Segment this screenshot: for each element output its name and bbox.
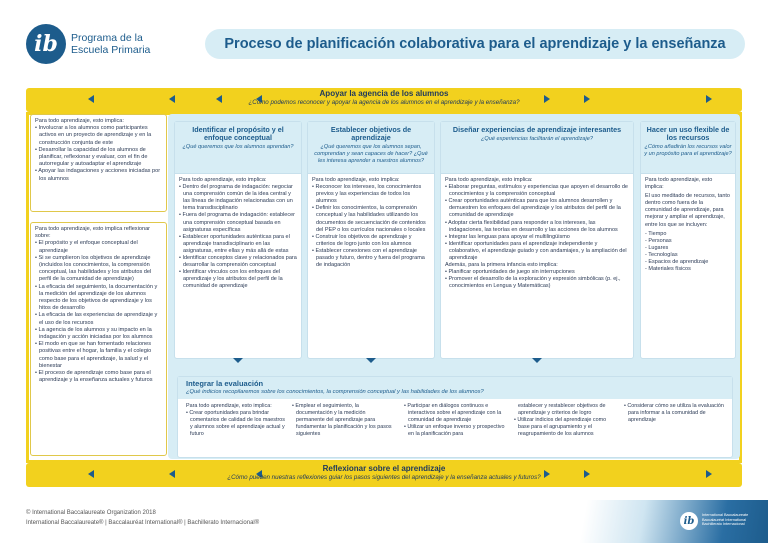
list-item: • Establecer conexiones con el aprendizaje pasado y futuro, dentro y fuera del programa de indagación bbox=[312, 248, 430, 269]
list-item: • Dentro del programa de indagación: negociar una comprensión común de la idea central y las líneas de indagación relacionadas con un tema transdisciplinario bbox=[179, 184, 297, 212]
footer bbox=[26, 508, 259, 528]
chevron-down-icon bbox=[366, 358, 376, 363]
list-item: • Crear oportunidades para brindar comentarios de calidad de los maestros y alumnos sobre el aprendizaje actual y futuro bbox=[186, 410, 286, 438]
band-agency-question: ¿Cómo podemos reconocer y apoyar la agencia de los alumnos en el aprendizaje y la enseñanza? bbox=[248, 99, 520, 106]
column-title: Hacer un uso flexible de los recursos bbox=[646, 125, 730, 142]
list-item: • Adoptar cierta flexibilidad para responder a los intereses, las indagaciones, las teorías en desarrollo y las acciones de los alumnos bbox=[445, 220, 629, 234]
reflection-box: Para todo aprendizaje, esto implica reflexionar sobre: • El propósito y el enfoque conceptual del aprendizaje • Si se cumplieron los objetivos de aprendizaje (incluidos los conocimientos, la comprensión conceptual, las habilidades y los atributos del perfil de la comunidad de aprendizaje) • La eficacia del seguimiento, la documentación y la medición del aprendizaje de los alumnos respecto de los objetivos de aprendizaje y los hitos de desarrollo • La eficacia de las experiencias de aprendizaje y el uso de los recursos • La agencia de los alumnos y su impacto en la indagación y acción iniciadas por los alumnos • El modo en que se han fomentado relaciones positivas entre el hogar, la familia y el colegio como base para el aprendizaje, la salud y el bienestar • El proceso de aprendizaje como base para el aprendizaje y la enseñanza actuales y futuros bbox=[30, 222, 167, 456]
evaluation-title: Integrar la evaluación bbox=[186, 379, 264, 388]
ib-logo-icon: ib bbox=[26, 24, 66, 64]
list-item: • Involucrar a los alumnos como participantes activos en un proyecto de aprendizaje y en la construcción conjunta de este bbox=[35, 125, 162, 147]
list-item: - Personas bbox=[645, 238, 731, 245]
band-reflection bbox=[26, 463, 742, 487]
ib-footer-logo-icon: ib bbox=[680, 512, 698, 530]
list-item: • Identificar oportunidades para el aprendizaje independiente y colaborativo, el aprendizaje guiado y con andamiajes, y la ampliación del aprendizaje bbox=[445, 241, 629, 262]
page-title: Proceso de planificación colaborativa para el aprendizaje y la enseñanza bbox=[205, 29, 745, 59]
list-item: - Materiales físicos bbox=[645, 266, 731, 273]
list-item: - Tecnologías bbox=[645, 252, 731, 259]
list-item: • Reconocer los intereses, los conocimientos previos y las experiencias de todos los alumnos bbox=[312, 184, 430, 205]
list-item: • Desarrollar la capacidad de los alumnos de planificar, reflexionar y evaluar, con el fin de autorregular y autoadaptar el aprendizaje bbox=[35, 147, 162, 169]
band-reflection-question: ¿Cómo pueden nuestras reflexiones guiar los pasos siguientes del aprendizaje y la enseñanza actuales y futuros? bbox=[227, 474, 541, 481]
list-item: • La eficacia de las experiencias de aprendizaje y el uso de los recursos bbox=[35, 312, 162, 326]
list-item: • Emplear el seguimiento, la documentación y la medición permanente del aprendizaje para fundamentar la planificación y los pasos siguientes bbox=[292, 403, 392, 438]
list-item: • Elaborar preguntas, estímulos y experiencias que apoyen el desarrollo de conocimientos y la comprensión conceptual bbox=[445, 184, 629, 198]
list-item: - Tiempo bbox=[645, 231, 731, 238]
column-question: ¿Qué experiencias facilitarán el aprendizaje? bbox=[481, 136, 593, 142]
list-item: • Establecer oportunidades auténticas para el aprendizaje transdisciplinario en las asignaturas, entre ellas y más allá de estas bbox=[179, 234, 297, 255]
list-item: • Identificar vínculos con los enfoques del aprendizaje y los atributos del perfil de la comunidad de aprendizaje bbox=[179, 269, 297, 290]
list-item: - Lugares bbox=[645, 245, 731, 252]
chevron-down-icon bbox=[532, 358, 542, 363]
column-title: Diseñar experiencias de aprendizaje interesantes bbox=[452, 125, 622, 134]
list-item: • Utilizar indicios del aprendizaje como base para el agrupamiento y el reagrupamiento de los alumnos bbox=[514, 417, 618, 438]
column-question: ¿Qué queremos que los alumnos aprendan? bbox=[182, 144, 294, 150]
arrow-right-icon bbox=[706, 95, 712, 103]
band-agency-title: Apoyar la agencia de los alumnos bbox=[319, 89, 449, 98]
arrow-right-icon bbox=[706, 470, 712, 478]
band-agency bbox=[26, 88, 742, 112]
ib-logo bbox=[26, 24, 150, 64]
list-item: • El proceso de aprendizaje como base para el aprendizaje y la enseñanza actuales y futuros bbox=[35, 370, 162, 384]
copyright: © International Baccalaureate Organization 2018 bbox=[26, 510, 156, 516]
column-question: ¿Qué queremos que los alumnos sepan, comprendan y sean capaces de hacer? ¿Qué les interesa aprender a nuestros alumnos? bbox=[314, 144, 428, 164]
agency-box: Para todo aprendizaje, esto implica: • Involucrar a los alumnos como participantes activos en un proyecto de aprendizaje y en la construcción conjunta de este • Desarrollar la capacidad de los alumnos de planificar, reflexionar y evaluar, con el fin de autorregular y autoadaptar el aprendizaje • Apoyar las indagaciones y acciones iniciadas por los alumnos bbox=[30, 114, 167, 212]
list-item: • Construir los objetivos de aprendizaje y criterios de logro junto con los alumnos bbox=[312, 234, 430, 248]
column-objectives: Establecer objetivos de aprendizaje ¿Qué queremos que los alumnos sepan, comprendan y sean capaces de hacer? ¿Qué les interesa aprender a nuestros alumnos? Para todo aprendizaje, esto implica: • Reconocer los intereses, los conocimientos previos y las experiencias de todos los alumnos • Definir los conocimientos, la comprensión conceptual y las habilidades utilizando los documentos de secuenciación de contenidos del PEP o los currículos nacionales o locales • Construir los objetivos de aprendizaje y criterios de logro junto con los alumnos • Establecer conexiones con el aprendizaje pasado y futuro, dentro y fuera del programa de indagación bbox=[307, 121, 435, 359]
list-item: • Crear oportunidades auténticas para que los alumnos desarrollen y demuestren los enfoques del aprendizaje y los atributos del perfil de la comunidad de aprendizaje bbox=[445, 198, 629, 219]
list-item: • La agencia de los alumnos y su impacto en la indagación y acción iniciadas por los alumnos bbox=[35, 327, 162, 341]
arrow-right-icon bbox=[544, 95, 550, 103]
list-item: • Considerar cómo se utiliza la evaluación para informar a la comunidad de aprendizaje bbox=[624, 403, 724, 424]
arrow-right-icon bbox=[584, 470, 590, 478]
evaluation-question: ¿Qué indicios recopilaremos sobre los conocimientos, la comprensión conceptual y las habilidades de los alumnos? bbox=[186, 389, 484, 395]
column-question: ¿Cómo añadirán los recursos valor y un propósito para el aprendizaje? bbox=[644, 144, 732, 157]
band-reflection-title: Reflexionar sobre el aprendizaje bbox=[322, 464, 446, 473]
list-item: • Si se cumplieron los objetivos de aprendizaje (incluidos los conocimientos, la comprensión conceptual, las habilidades y los atributos del perfil de la comunidad de aprendizaje) bbox=[35, 255, 162, 284]
list-item: • Planificar oportunidades de juego sin interrupciones bbox=[445, 269, 629, 276]
column-purpose: Identificar el propósito y el enfoque conceptual ¿Qué queremos que los alumnos aprendan? Para todo aprendizaje, esto implica: • Dentro del programa de indagación: negociar una comprensión común de la idea central y las líneas de indagación relacionadas con un tema transdisciplinario • Fuera del programa de indagación: establecer una comprensión conceptual basada en asignaturas específicas • Establecer oportunidades auténticas para el aprendizaje transdisciplinario en las asignaturas, entre ellas y más allá de estas • Identificar conceptos clave y relacionados para desarrollar la comprensión conceptual • Identificar vínculos con los enfoques del aprendizaje y los atributos del perfil de la comunidad de aprendizaje bbox=[174, 121, 302, 359]
list-item: • Participar en diálogos continuos e interactivos sobre el aprendizaje con la comunidad de aprendizaje bbox=[404, 403, 506, 424]
list-item: • Utilizar un enfoque inverso y prospectivo en la planificación para bbox=[404, 424, 506, 438]
evaluation-box: Integrar la evaluación ¿Qué indicios recopilaremos sobre los conocimientos, la comprensión conceptual y las habilidades de los alumnos? Para todo aprendizaje, esto implica: • Crear oportunidades para brindar comentarios de calidad de los maestros y alumnos sobre el aprendizaje actual y futuro • Emplear el seguimiento, la documentación y la medición permanente del aprendizaje para fundamentar la planificación y los pasos siguientes • Participar en diálogos continuos e interactivos sobre el aprendizaje con la comunidad de aprendizaje • Utilizar un enfoque inverso y prospectivo en la planificación para establecer y restablecer objetivos de aprendizaje y criterios de logro • Utilizar indicios del aprendizaje como base para el agrupamiento y el reagrupamiento de los alumnos • Considerar cómo se utiliza la evaluación para informar a la comunidad de aprendizaje bbox=[177, 376, 733, 458]
ib-footer-logo-text: International Baccalaureate Baccalauréat International Bachillerato Internacional bbox=[702, 513, 749, 527]
list-item: • El modo en que se han fomentado relaciones positivas entre el hogar, la familia y el colegio como base para el aprendizaje, la salud y el bienestar bbox=[35, 341, 162, 370]
list-item: • La eficacia del seguimiento, la documentación y la medición del aprendizaje de los alumnos respecto de los objetivos de aprendizaje y los hitos de desarrollo bbox=[35, 284, 162, 313]
list-item: • El propósito y el enfoque conceptual del aprendizaje bbox=[35, 240, 162, 254]
arrow-right-icon bbox=[584, 95, 590, 103]
list-item: • Identificar conceptos clave y relacionados para desarrollar la comprensión conceptual bbox=[179, 255, 297, 269]
arrow-right-icon bbox=[544, 470, 550, 478]
list-item: • Integrar las lenguas para apoyar el multilingüismo bbox=[445, 234, 629, 241]
brand-names: International Baccalaureate® | Baccalauréat International® | Bachillerato Internacional® bbox=[26, 520, 260, 526]
list-item: • Promover el desarrollo de la exploración y expresión simbólicas (p. ej., conocimientos en Lengua y Matemáticas) bbox=[445, 276, 629, 290]
list-item: • Apoyar las indagaciones y acciones iniciadas por los alumnos bbox=[35, 168, 162, 182]
list-item: - Espacios de aprendizaje bbox=[645, 259, 731, 266]
list-item: • Definir los conocimientos, la comprensión conceptual y las habilidades utilizando los documentos de secuenciación de contenidos del PEP o los currículos nacionales o locales bbox=[312, 205, 430, 233]
programme-name: Programa de la Escuela Primaria bbox=[71, 32, 151, 56]
column-experiences: Diseñar experiencias de aprendizaje interesantes ¿Qué experiencias facilitarán el aprendizaje? Para todo aprendizaje, esto implica: • Elaborar preguntas, estímulos y experiencias que apoyen el desarrollo de conocimientos y la comprensión conceptual • Crear oportunidades auténticas para que los alumnos desarrollen y demuestren los enfoques del aprendizaje y los atributos del perfil de la comunidad de aprendizaje • Adoptar cierta flexibilidad para responder a los intereses, las indagaciones, las teorías en desarrollo y las acciones de los alumnos • Integrar las lenguas para apoyar el multilingüismo • Identificar oportunidades para el aprendizaje independiente y colaborativo, el aprendizaje guiado y con andamiajes, y la ampliación del aprendizaje Además, para la primera infancia esto implica: • Planificar oportunidades de juego sin interrupciones • Promover el desarrollo de la exploración y expresión simbólicas (p. ej., conocimientos en Lengua y Matemáticas) bbox=[440, 121, 634, 359]
column-resources: Hacer un uso flexible de los recursos ¿Cómo añadirán los recursos valor y un propósito para el aprendizaje? Para todo aprendizaje, esto implica: El uso meditado de recursos, tanto dentro como fuera de la comunidad de aprendizaje, para mejorar y ampliar el aprendizaje, entre los que se incluyen: - Tiempo - Personas - Lugares - Tecnologías - Espacios de aprendizaje - Materiales físicos bbox=[640, 121, 736, 359]
column-title: Identificar el propósito y el enfoque conceptual bbox=[192, 125, 284, 142]
list-item: • Fuera del programa de indagación: establecer una comprensión conceptual basada en asignaturas específicas bbox=[179, 212, 297, 233]
column-title: Establecer objetivos de aprendizaje bbox=[330, 125, 412, 142]
chevron-down-icon bbox=[233, 358, 243, 363]
